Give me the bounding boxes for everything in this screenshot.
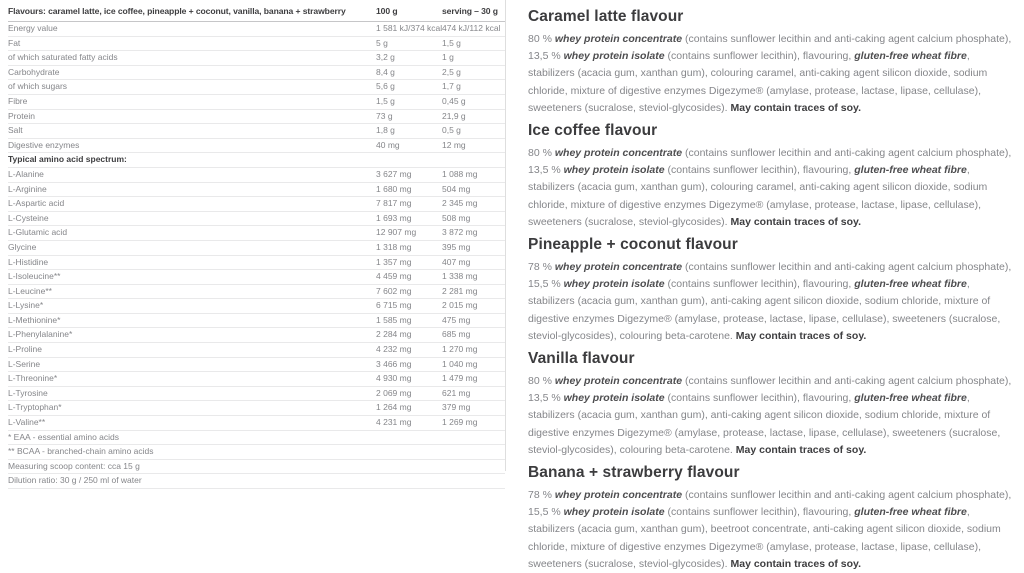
- value-per-serving: 2,5 g: [442, 65, 505, 80]
- ingredient-highlight: gluten-free wheat fibre: [854, 506, 967, 519]
- value-per-serving: 1 269 mg: [442, 416, 505, 431]
- flavour-section: [528, 122, 1014, 231]
- value-per-100g: 12 907 mg: [376, 226, 442, 241]
- ingredient-text: , stabilizers (acacia gum, xanthan gum), anti-caking agent silicon dioxide, sodium chloride, mixture of digestive enzymes Digezyme® (amylase, protease, lactase, lipase, cellulase), sweeteners (sucralose, steviol-glycosides), colouring beta-carotene.: [528, 392, 1001, 456]
- value-per-serving: 685 mg: [442, 328, 505, 343]
- value-per-100g: 1 264 mg: [376, 401, 442, 416]
- ingredient-highlight: whey protein isolate: [563, 164, 665, 177]
- value-per-100g: 4 231 mg: [376, 416, 442, 431]
- table-row: [8, 182, 505, 197]
- value-per-serving: 475 mg: [442, 313, 505, 328]
- flavour-title: Caramel latte flavour: [528, 8, 684, 25]
- table-row: [8, 430, 505, 445]
- ingredient-text: (contains sunflower lecithin), flavouring,: [664, 392, 855, 405]
- ingredient-highlight: gluten-free wheat fibre: [854, 278, 967, 291]
- table-row: [8, 401, 505, 416]
- ingredient-highlight: gluten-free wheat fibre: [854, 392, 967, 405]
- value-per-100g: 1 581 kJ/374 kcal: [376, 22, 442, 37]
- row-label: L-Proline: [8, 343, 376, 358]
- row-label: L-Cysteine: [8, 211, 376, 226]
- value-per-serving: 1 479 mg: [442, 372, 505, 387]
- value-per-serving: 1,5 g: [442, 36, 505, 51]
- ingredient-highlight: gluten-free wheat fibre: [854, 164, 967, 177]
- value-per-100g: 6 715 mg: [376, 299, 442, 314]
- table-header-row: [8, 0, 505, 22]
- row-label: Digestive enzymes: [8, 138, 376, 153]
- ingredient-highlight: whey protein concentrate: [554, 375, 683, 388]
- value-per-100g: 2 069 mg: [376, 386, 442, 401]
- value-per-serving: 395 mg: [442, 240, 505, 255]
- row-label: of which saturated fatty acids: [8, 51, 376, 66]
- value-per-100g: 3 627 mg: [376, 167, 442, 182]
- row-label: L-Tyrosine: [8, 386, 376, 401]
- row-label: Dilution ratio: 30 g / 250 ml of water: [8, 474, 376, 489]
- value-per-serving: [442, 474, 505, 489]
- value-per-serving: 0,45 g: [442, 94, 505, 109]
- row-label: L-Serine: [8, 357, 376, 372]
- value-per-serving: 21,9 g: [442, 109, 505, 124]
- value-per-serving: 1 270 mg: [442, 343, 505, 358]
- table-row: [8, 153, 505, 168]
- flavour-ingredients-text: [528, 373, 1014, 459]
- row-label: L-Arginine: [8, 182, 376, 197]
- value-per-100g: 1 318 mg: [376, 240, 442, 255]
- value-per-serving: 379 mg: [442, 401, 505, 416]
- value-per-100g: 8,4 g: [376, 65, 442, 80]
- value-per-serving: 12 mg: [442, 138, 505, 153]
- ingredient-text: , stabilizers (acacia gum, xanthan gum), beetroot concentrate, anti-caking agent silicon dioxide, sodium chloride, mixture of digestive enzymes Digezyme® (amylase, protease, lactase, lipase, cellulase), sweeteners (sucralose, steviol-glycosides).: [528, 506, 1001, 570]
- value-per-100g: 4 930 mg: [376, 372, 442, 387]
- row-label: Protein: [8, 109, 376, 124]
- flavour-title: Pineapple + coconut flavour: [528, 236, 738, 254]
- ingredient-highlight: whey protein isolate: [563, 50, 665, 63]
- ingredient-text: , stabilizers (acacia gum, xanthan gum), colouring caramel, anti-caking agent silicon dioxide, sodium chloride, mixture of digestive enzymes Digezyme® (amylase, protease, lactase, lipase, cellulase), sweeteners (sucralose, steviol-glycosides).: [528, 164, 988, 228]
- value-per-serving: 0,5 g: [442, 124, 505, 139]
- table-row: [8, 343, 505, 358]
- table-row: [8, 270, 505, 285]
- flavour-section: [528, 464, 1014, 573]
- value-per-serving: 2 281 mg: [442, 284, 505, 299]
- table-row: [8, 109, 505, 124]
- ingredient-highlight: whey protein isolate: [563, 392, 665, 405]
- flavour-title: Vanilla flavour: [528, 350, 635, 368]
- table-row: [8, 65, 505, 80]
- value-per-100g: 3,2 g: [376, 51, 442, 66]
- flavour-ingredients-text: [528, 145, 1014, 231]
- ingredient-text: , stabilizers (acacia gum, xanthan gum), anti-caking agent silicon dioxide, sodium chloride, mixture of digestive enzymes Digezyme® (amylase, protease, lactase, lipase, cellulase), sweeteners (sucralose, steviol-glycosides), colouring beta-carotene.: [528, 278, 1001, 342]
- table-row: [8, 36, 505, 51]
- row-label: L-Tryptophan*: [8, 401, 376, 416]
- value-per-100g: 1,5 g: [376, 94, 442, 109]
- value-per-serving: [442, 153, 505, 168]
- flavours-header-label: Flavours: caramel latte, ice coffee, pineapple + coconut, vanilla, banana + strawberry: [8, 0, 376, 22]
- ingredient-highlight: whey protein isolate: [563, 506, 665, 519]
- ingredient-text: 80 %: [528, 147, 555, 160]
- value-per-100g: 1 680 mg: [376, 182, 442, 197]
- value-per-100g: 7 602 mg: [376, 284, 442, 299]
- table-row: [8, 313, 505, 328]
- value-per-serving: 508 mg: [442, 211, 505, 226]
- value-per-100g: 40 mg: [376, 138, 442, 153]
- allergen-warning: May contain traces of soy.: [735, 443, 867, 456]
- table-row: [8, 284, 505, 299]
- value-per-serving: 621 mg: [442, 386, 505, 401]
- nutrition-table-panel: [0, 0, 506, 486]
- allergen-warning: May contain traces of soy.: [730, 557, 862, 570]
- value-per-serving: 1 g: [442, 51, 505, 66]
- table-row: [8, 299, 505, 314]
- value-per-serving: [442, 430, 505, 445]
- value-per-serving: 1,7 g: [442, 80, 505, 95]
- ingredient-text: (contains sunflower lecithin), flavouring,: [664, 50, 855, 63]
- value-per-serving: 1 338 mg: [442, 270, 505, 285]
- table-row: [8, 372, 505, 387]
- ingredient-highlight: whey protein concentrate: [554, 147, 683, 160]
- value-per-100g: 7 817 mg: [376, 197, 442, 212]
- table-row: [8, 138, 505, 153]
- value-per-serving: 2 345 mg: [442, 197, 505, 212]
- table-row: [8, 94, 505, 109]
- column-header-serving: serving – 30 g: [442, 0, 505, 22]
- row-label: Glycine: [8, 240, 376, 255]
- flavour-title: Banana + strawberry flavour: [528, 464, 740, 482]
- ingredient-highlight: whey protein concentrate: [554, 261, 683, 274]
- flavour-ingredients-text: [528, 31, 1014, 117]
- row-label: L-Alanine: [8, 167, 376, 182]
- table-row: [8, 51, 505, 66]
- value-per-100g: 4 459 mg: [376, 270, 442, 285]
- table-row: [8, 124, 505, 139]
- value-per-100g: 3 466 mg: [376, 357, 442, 372]
- row-label: L-Valine**: [8, 416, 376, 431]
- table-row: [8, 445, 505, 460]
- value-per-100g: 1,8 g: [376, 124, 442, 139]
- table-row: [8, 357, 505, 372]
- row-label: Fibre: [8, 94, 376, 109]
- row-label: L-Histidine: [8, 255, 376, 270]
- flavour-ingredients-text: [528, 259, 1014, 345]
- row-label: Typical amino acid spectrum:: [8, 153, 376, 168]
- table-row: [8, 416, 505, 431]
- ingredient-text: (contains sunflower lecithin and anti-caking agent calcium phosphate), 15,5 %: [528, 489, 1012, 519]
- ingredient-text: 78 %: [528, 261, 555, 274]
- column-header-100g: 100 g: [376, 0, 442, 22]
- value-per-serving: 504 mg: [442, 182, 505, 197]
- allergen-warning: May contain traces of soy.: [735, 329, 867, 342]
- value-per-100g: 73 g: [376, 109, 442, 124]
- flavour-title: Ice coffee flavour: [528, 122, 658, 140]
- nutrition-table: [8, 0, 505, 489]
- row-label: L-Methionine*: [8, 313, 376, 328]
- row-label: L-Aspartic acid: [8, 197, 376, 212]
- table-row: [8, 211, 505, 226]
- value-per-serving: [442, 445, 505, 460]
- ingredient-text: (contains sunflower lecithin and anti-caking agent calcium phosphate), 13,5 %: [528, 375, 1012, 405]
- value-per-serving: 407 mg: [442, 255, 505, 270]
- table-row: [8, 167, 505, 182]
- row-label: L-Lysine*: [8, 299, 376, 314]
- row-label: L-Leucine**: [8, 284, 376, 299]
- ingredient-text: 80 %: [528, 33, 555, 45]
- row-label: Salt: [8, 124, 376, 139]
- row-label: L-Threonine*: [8, 372, 376, 387]
- value-per-100g: [376, 474, 442, 489]
- row-label: L-Glutamic acid: [8, 226, 376, 241]
- table-row: [8, 197, 505, 212]
- value-per-100g: 1 357 mg: [376, 255, 442, 270]
- ingredient-highlight: whey protein isolate: [563, 278, 665, 291]
- value-per-100g: [376, 153, 442, 168]
- ingredient-text: 78 %: [528, 489, 555, 502]
- value-per-100g: 2 284 mg: [376, 328, 442, 343]
- ingredient-text: , stabilizers (acacia gum, xanthan gum), colouring caramel, anti-caking agent silicon dioxide, sodium chloride, mixture of digestive enzymes Digezyme® (amylase, protease, lactase, lipase, cellulase), sweeteners (sucralose, steviol-glycosides).: [528, 50, 988, 114]
- row-label: * EAA - essential amino acids: [8, 430, 376, 445]
- flavour-section: [528, 8, 1014, 117]
- value-per-100g: [376, 445, 442, 460]
- flavour-ingredients-panel: [506, 0, 1024, 570]
- row-label: Energy value: [8, 22, 376, 37]
- flavour-section: [528, 236, 1014, 345]
- table-row: [8, 328, 505, 343]
- value-per-100g: [376, 459, 442, 474]
- ingredient-highlight: gluten-free wheat fibre: [854, 50, 967, 63]
- table-row: [8, 240, 505, 255]
- value-per-serving: 1 088 mg: [442, 167, 505, 182]
- value-per-100g: 5,6 g: [376, 80, 442, 95]
- value-per-100g: 1 693 mg: [376, 211, 442, 226]
- row-label: L-Phenylalanine*: [8, 328, 376, 343]
- table-row: [8, 459, 505, 474]
- table-row: [8, 255, 505, 270]
- table-row: [8, 226, 505, 241]
- row-label: Carbohydrate: [8, 65, 376, 80]
- value-per-100g: 1 585 mg: [376, 313, 442, 328]
- value-per-100g: [376, 430, 442, 445]
- table-row: [8, 386, 505, 401]
- ingredient-text: (contains sunflower lecithin), flavouring,: [664, 506, 855, 519]
- value-per-100g: 4 232 mg: [376, 343, 442, 358]
- ingredient-highlight: whey protein concentrate: [554, 33, 683, 45]
- ingredient-text: (contains sunflower lecithin and anti-caking agent calcium phosphate), 15,5 %: [528, 261, 1012, 291]
- row-label: ** BCAA - branched-chain amino acids: [8, 445, 376, 460]
- ingredient-text: (contains sunflower lecithin and anti-caking agent calcium phosphate), 13,5 %: [528, 147, 1012, 177]
- ingredient-highlight: whey protein concentrate: [554, 489, 683, 502]
- row-label: L-Isoleucine**: [8, 270, 376, 285]
- flavour-section: [528, 350, 1014, 459]
- table-row: [8, 80, 505, 95]
- value-per-100g: 5 g: [376, 36, 442, 51]
- row-label: Fat: [8, 36, 376, 51]
- allergen-warning: May contain traces of soy.: [730, 101, 862, 114]
- allergen-warning: May contain traces of soy.: [730, 215, 862, 228]
- table-row: [8, 474, 505, 489]
- value-per-serving: 3 872 mg: [442, 226, 505, 241]
- flavour-ingredients-text: [528, 487, 1014, 573]
- ingredient-text: 80 %: [528, 375, 555, 388]
- ingredient-text: (contains sunflower lecithin), flavouring,: [664, 278, 855, 291]
- row-label: of which sugars: [8, 80, 376, 95]
- ingredient-text: (contains sunflower lecithin and anti-caking agent calcium phosphate), 13,5 %: [528, 33, 1012, 63]
- ingredient-text: (contains sunflower lecithin), flavouring,: [664, 164, 855, 177]
- row-label: Measuring scoop content: cca 15 g: [8, 459, 376, 474]
- value-per-serving: 2 015 mg: [442, 299, 505, 314]
- value-per-serving: [442, 459, 505, 474]
- value-per-serving: 1 040 mg: [442, 357, 505, 372]
- value-per-serving: 474 kJ/112 kcal: [442, 22, 505, 37]
- table-row: [8, 22, 505, 37]
